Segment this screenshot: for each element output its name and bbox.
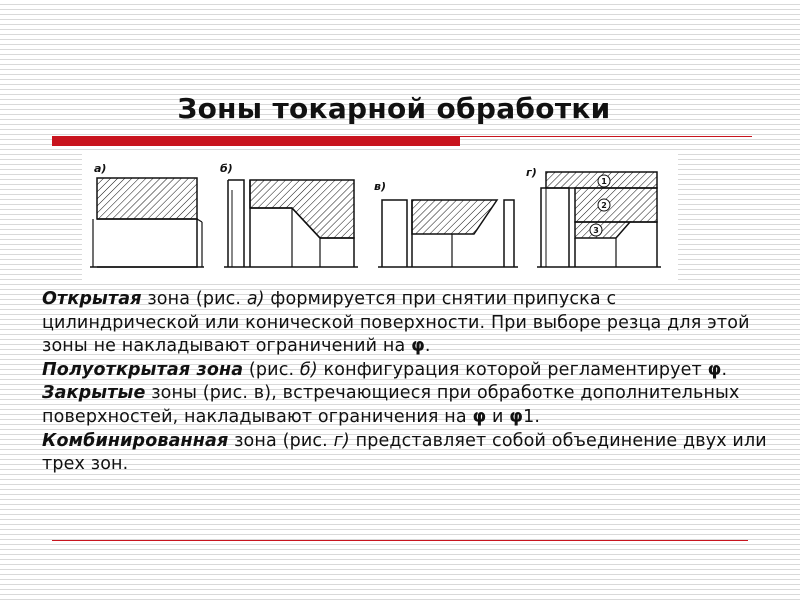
allowance-hatched [97, 178, 197, 219]
allowance-hatched [250, 180, 354, 238]
paragraph-semi-open-zone: Полуоткрытая зона (рис. б) конфигурация которой регламентирует φ. [42, 359, 728, 380]
workpiece-outline [97, 219, 197, 267]
panel-c-label: в) [374, 180, 386, 193]
term-semi-open: Полуоткрытая зона [42, 359, 244, 380]
paragraph-combined-zone: Комбинированная зона (рис. г) представляет собой объединение двух или трех зон. [42, 430, 767, 475]
zone-number-3: 3 [593, 226, 599, 235]
term-combined: Комбинированная [42, 430, 229, 451]
panel-d-label: г) [526, 166, 537, 179]
paragraph-closed-zone: Закрытые зоны (рис. в), встречающиеся при обработке дополнительных поверхностей, накладывают ограничения на φ и φ1. [42, 383, 740, 427]
term-open: Открытая [42, 289, 142, 309]
panel-d-combined-zone [526, 166, 661, 267]
turning-zones-figure [82, 150, 678, 282]
panel-b-semi-open-zone [220, 162, 358, 267]
panel-c-closed-zone [374, 180, 518, 267]
panel-b-label: б) [220, 162, 233, 175]
title-accent-bar [52, 137, 460, 146]
panel-a-label: а) [94, 162, 107, 175]
paragraph-open-zone: Открытая зона (рис. а) формируется при снятии припуска с цилиндрической или конической поверхности. При выборе резца для этой зоны не накладывают ограничений на φ. [42, 289, 750, 357]
term-closed: Закрытые [42, 383, 146, 404]
footer-divider [52, 540, 748, 541]
description-text [42, 288, 772, 477]
panel-a-open-zone [90, 162, 204, 267]
zone-number-2: 2 [601, 201, 607, 210]
slide-title: Зоны токарной обработки [177, 92, 611, 125]
allowance-hatched [412, 200, 497, 234]
zone-number-1: 1 [601, 177, 607, 186]
